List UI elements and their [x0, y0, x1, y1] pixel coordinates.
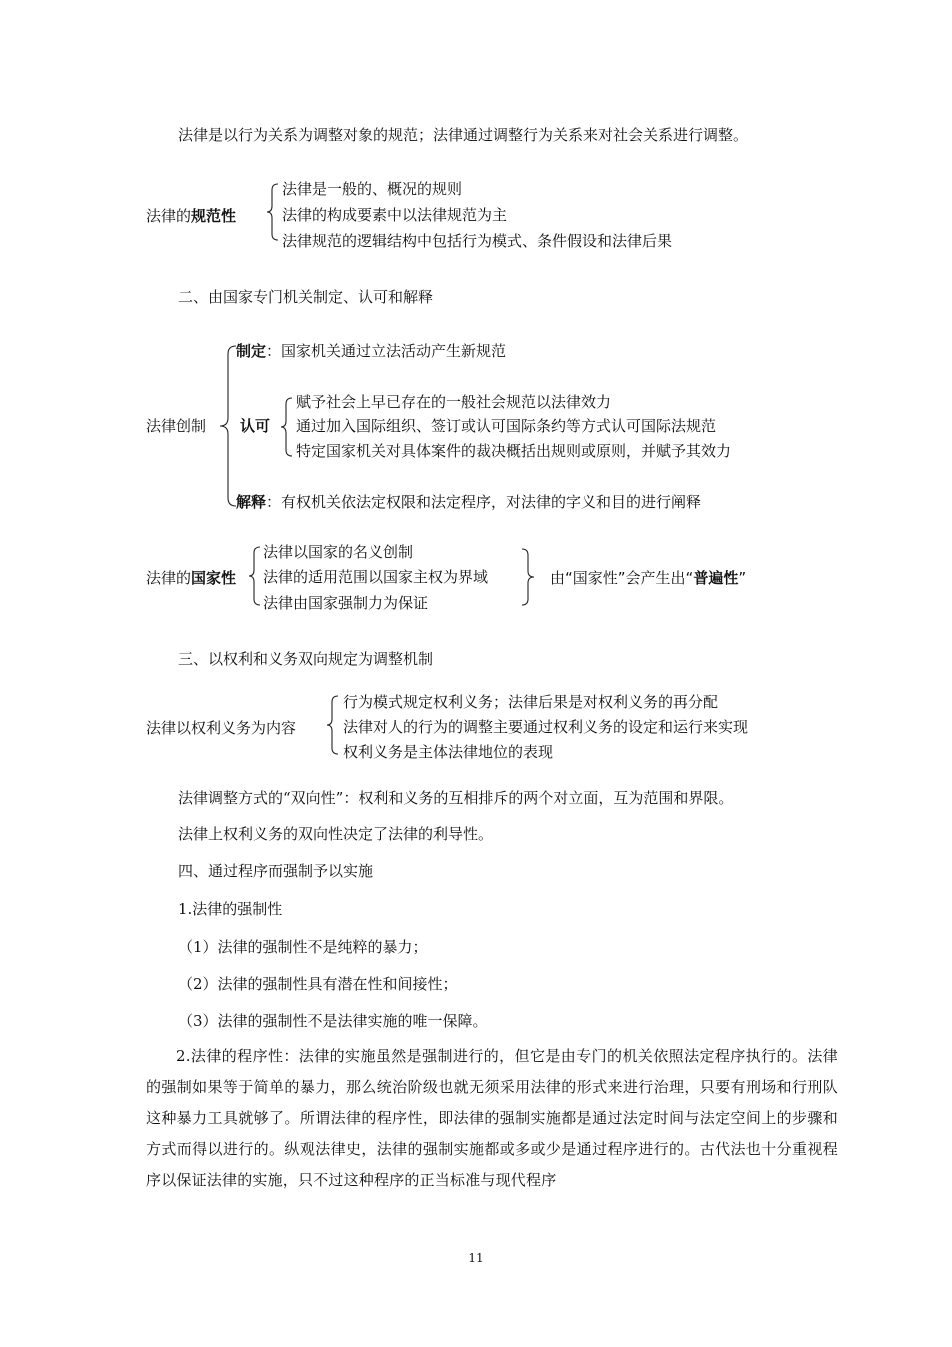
normativity-brace: [266, 182, 280, 242]
statehood-item: 法律以国家的名义创制: [263, 543, 414, 561]
universality-result: 由“国家性”会产生出“普遍性”: [550, 569, 747, 587]
rights-item: 法律对人的行为的调整主要通过权利义务的设定和运行来实现: [343, 718, 749, 736]
statehood-brace-right: [520, 547, 536, 607]
heading-3: 三、以权利和义务双向规定为调整机制: [178, 650, 434, 668]
enactment-line: 制定：国家机关通过立法活动产生新规范: [236, 342, 507, 360]
statehood-item: 法律的适用范围以国家主权为界域: [263, 568, 489, 586]
rights-item: 权利义务是主体法律地位的表现: [343, 743, 554, 761]
normativity-item: 法律的构成要素中以法律规范为主: [282, 206, 508, 224]
statehood-item: 法律由国家强制力为保证: [263, 594, 429, 612]
normativity-item: 法律规范的逻辑结构中包括行为模式、条件假设和法律后果: [282, 232, 673, 250]
recognition-item: 通过加入国际组织、签订或认可国际条约等方式认可国际法规范: [296, 417, 717, 435]
normativity-item: 法律是一般的、概况的规则: [282, 180, 463, 198]
recognition-item: 赋予社会上早已存在的一般社会规范以法律效力: [296, 393, 612, 411]
coercion-item: （3）法律的强制性不是法律实施的唯一保障。: [178, 1012, 488, 1030]
statehood-label: 法律的国家性: [146, 569, 237, 587]
recognition-brace: [280, 396, 294, 458]
subheading-1: 1.法律的强制性: [178, 900, 283, 918]
creation-label: 法律创制: [146, 417, 207, 435]
interpretation-line: 解释：有权机关依法定权限和法定程序，对法律的字义和目的进行阐释: [236, 493, 702, 511]
creation-brace: [218, 344, 238, 508]
intro-sentence: 法律是以行为关系为调整对象的规范；法律通过调整行为关系来对社会关系进行调整。: [178, 126, 749, 144]
heading-4: 四、通过程序而强制予以实施: [178, 862, 374, 880]
rights-label: 法律以权利义务为内容: [146, 719, 297, 737]
coercion-item: （1）法律的强制性不是纯粹的暴力；: [178, 938, 428, 956]
bidirectional-sentence: 法律调整方式的“双向性”：权利和义务的互相排斥的两个对立面，互为范围和界限。: [178, 789, 734, 807]
page-number: 11: [468, 1251, 484, 1265]
procedure-paragraph: 2.法律的程序性：法律的实施虽然是强制进行的，但它是由专门的机关依照法定程序执行的。法律的强制如果等于简单的暴力，那么统治阶级也就无须采用法律的形式来进行治理，只要有刑场和行刑队这种暴力工具就够了。所谓法律的程序性，即法律的强制实施都是通过法定时间与法定空间上的步骤和方式而得以进行的。纵观法律史，法律的强制实施都或多或少是通过程序进行的。古代法也十分重视程序以保证法律的实施，只不过这种程序的正当标准与现代程序: [146, 1047, 838, 1189]
rights-brace: [326, 694, 340, 756]
recognition-item: 特定国家机关对具体案件的裁决概括出规则或原则，并赋予其效力: [296, 442, 732, 460]
heading-2: 二、由国家专门机关制定、认可和解释: [178, 288, 434, 306]
normativity-label: 法律的规范性: [146, 207, 237, 225]
coercion-item: （2）法律的强制性具有潜在性和间接性；: [178, 975, 458, 993]
recognition-label: 认可: [240, 417, 271, 435]
guidance-sentence: 法律上权利义务的双向性决定了法律的利导性。: [178, 825, 494, 843]
statehood-brace-left: [248, 545, 262, 607]
rights-item: 行为模式规定权利义务；法律后果是对权利义务的再分配: [343, 693, 719, 711]
